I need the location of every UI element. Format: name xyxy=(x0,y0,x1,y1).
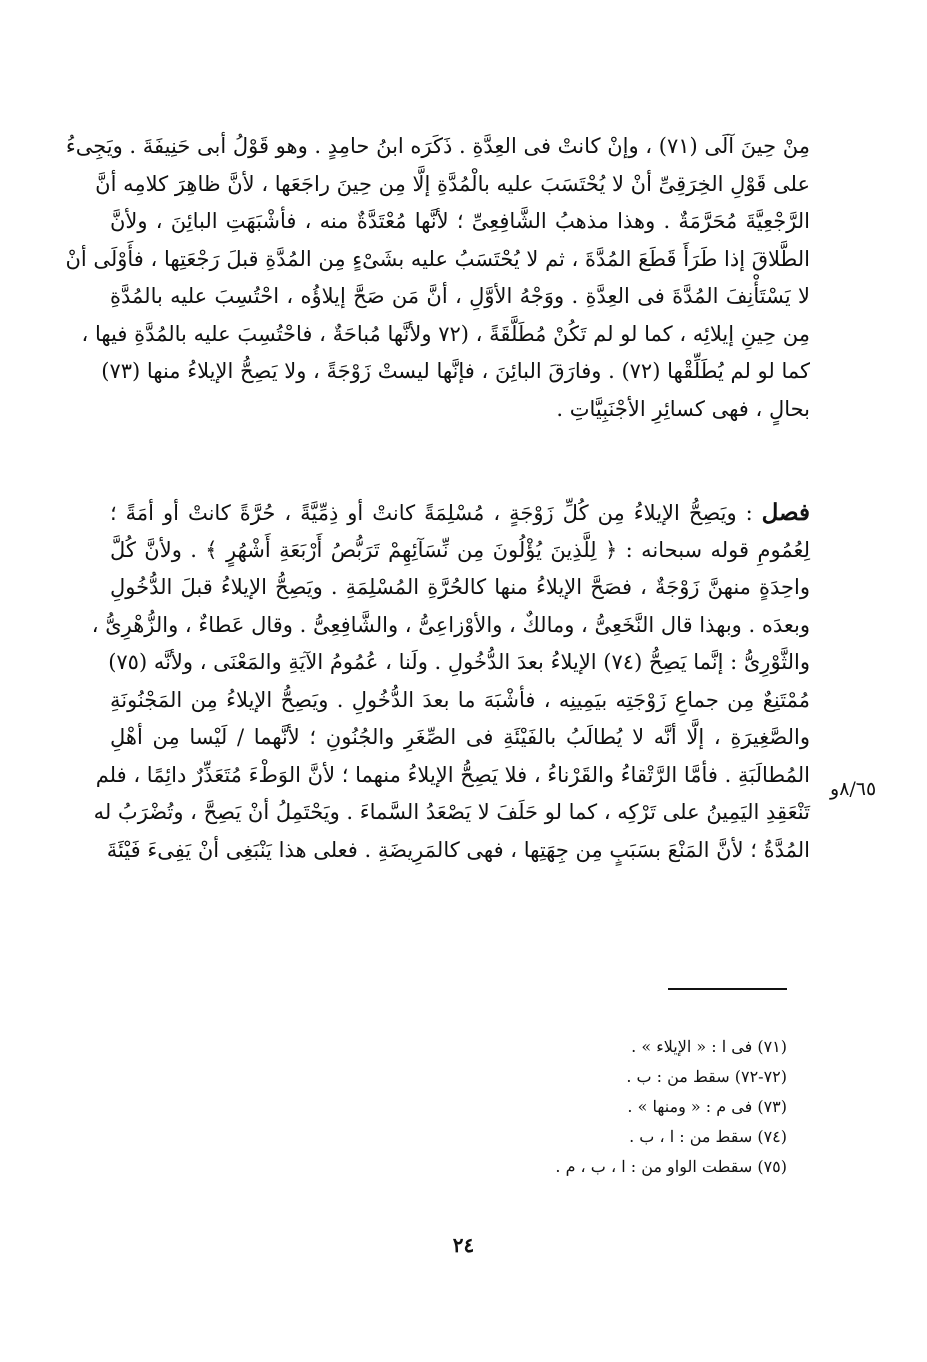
text-line: مِن حِينِ إيلائِه ، كما لو لم تَكُنْ مُطَلَّقَةً ، (٧٢ ولأنَّها مُباحَةٌ ، فاحْتُسِبَ عليه بالمُدَّةِ فيها ، xyxy=(81,321,810,346)
page-number: ٢٤ xyxy=(452,1233,475,1257)
text-line: المُطالَبَةِ . فأمَّا الرَّتْقاءُ والقَرْناءُ ، فلا يَصِحُّ الإيلاءُ منهما ؛ لأنَّ الوَطْءَ مُتَعَذِّرٌ دائِمًا ، فلم xyxy=(95,762,810,787)
text-line: والثَّوْرِىُّ : إنَّما يَصِحُّ (٧٤) الإيلاءُ بعدَ الدُّخُولِ . ولَنا ، عُمُومُ الآيَةِ والمَعْنَى ، ولأنَّه (٧٥) xyxy=(108,650,810,674)
footnotes xyxy=(187,1032,787,1182)
paragraph-2 xyxy=(91,494,810,869)
text-line: الرَّجْعِيَّةَ مُحَرَّمَةٌ . وهذا مذهبُ الشَّافِعِىِّ ؛ لأنَّها مُعْتَدَّةٌ منه ، فأشْبَهَتِ البائِنَ ، ولأنَّ xyxy=(110,209,810,233)
paragraph-1 xyxy=(65,128,810,428)
heading-line-text: : ويَصِحُّ الإيلاءُ مِن كُلِّ زَوْجَةٍ ، مُسْلِمَةً كانتْ أو ذِمِّيَّةً ، حُرَّةً كانتْ أو أمَةً ؛ xyxy=(110,501,753,525)
text-line: المُدَّةُ ؛ لأنَّ المَنْعَ بسَبَبٍ مِن جِهَتِها ، فهى كالمَرِيضَةِ . فعلى هذا يَنْبَغِى أنْ يَفِىءَ فَيْئَةَ xyxy=(106,837,810,862)
text-line: لا يَسْتَأْنِفَ المُدَّةَ فى العِدَّةِ . ووَجْهُ الأوَّلِ ، أنَّ مَن صَحَّ إيلاؤُه ، احْتُسِبَ عليه بالمُدَّةِ xyxy=(110,284,810,308)
text-line: لِعُمُومِ قوله سبحانه : ﴿ لِلَّذِينَ يُؤْلُونَ مِن نِّسَآئِهِمْ تَرَبُّصُ أَرْبَعَةِ أَشْهُرٍ ﴾ . ولأنَّ كُلَّ xyxy=(110,537,810,562)
text-line-with-heading xyxy=(110,494,810,532)
text-line: تَنْعَقِدِ اليَمِينُ على تَرْكِه ، كما لو حَلَفَ لا يَصْعَدُ السَّماءَ . ويَحْتَمِلُ أنْ يَصِحَّ ، وتُضْرَبُ له xyxy=(93,800,810,824)
footnote: (٧٣) فى م : « ومنها » . xyxy=(627,1097,787,1116)
section-heading: فصل xyxy=(761,499,810,526)
text-line: وبعدَه . وبهذا قال النَّخَعِىُّ ، ومالكٌ ، والأوْزاعِىُّ ، والشَّافِعِىُّ . وقال عَطاءٌ ، والزُّهْرِىُّ ، xyxy=(91,612,810,637)
text-line: كما لو لم يُطَلِّقْها (٧٢) . وفارَقَ البائِنَ ، فإنَّها ليستْ زَوْجَةً ، ولا يَصِحُّ الإيلاءُ منها (٧٣) xyxy=(101,359,810,383)
text-line: الطَّلاقَ إذا طَرَأَ قَطَعَ المُدَّةَ ، ثم لا يُحْتَسَبُ عليه بشَىْءٍ مِن المُدَّةِ قبلَ رَجْعَتِها ، فأَوْلَى أنْ xyxy=(65,246,810,271)
footnote-separator xyxy=(668,988,787,990)
footnote: (٧٢-٧٢) سقط من : ب . xyxy=(626,1067,787,1086)
text-line: مِنْ حِينَ آلَى (٧١) ، وإنْ كانتْ فى العِدَّةِ . ذَكَرَه ابنُ حامِدٍ . وهو قَوْلُ أبى حَنِيفَةَ . ويَجِىءُ xyxy=(65,134,810,158)
text-line: على قَوْلِ الخِرَقِىِّ أنْ لا يُحْتَسَبَ عليه بالْمُدَّةِ إلَّا مِن حِينَ راجَعَها ، لأنَّ ظاهِرَ كلامِه أنَّ xyxy=(95,171,810,196)
footnote: (٧٥) سقطت الواو من : ا ، ب ، م . xyxy=(555,1157,787,1176)
margin-folio-note: ٨/٦٥و xyxy=(830,778,877,800)
footnote: (٧٤) سقط من : ا ، ب . xyxy=(629,1127,787,1146)
text-line: مُمْتَنِعٌ مِن جماعِ زَوْجَتِه بيَمِينِه ، فأشْبَهَ ما بعدَ الدُّخُولِ . ويَصِحُّ الإيلاءُ مِن المَجْنُونَةِ xyxy=(110,687,810,712)
text-line: واحِدَةٍ منهنَّ زَوْجَةٌ ، فصَحَّ الإيلاءُ منها كالحُرَّةِ المُسْلِمَةِ . ويَصِحُّ الإيلاءُ قبلَ الدُّخُولِ xyxy=(110,575,810,599)
footnote: (٧١) فى ا : « الإيلاء » . xyxy=(631,1037,787,1056)
text-line: بحالٍ ، فهى كسائِرِ الأجْنَبِيَّاتِ . xyxy=(556,396,810,421)
text-line: والصَّغِيرَةِ ، إلَّا أنَّه لا يُطالَبُ بالفَيْئَةِ فى الصِّغَرِ والجُنُونِ ؛ لأنَّهما / لَيْسا مِن أهْلِ xyxy=(110,725,810,749)
